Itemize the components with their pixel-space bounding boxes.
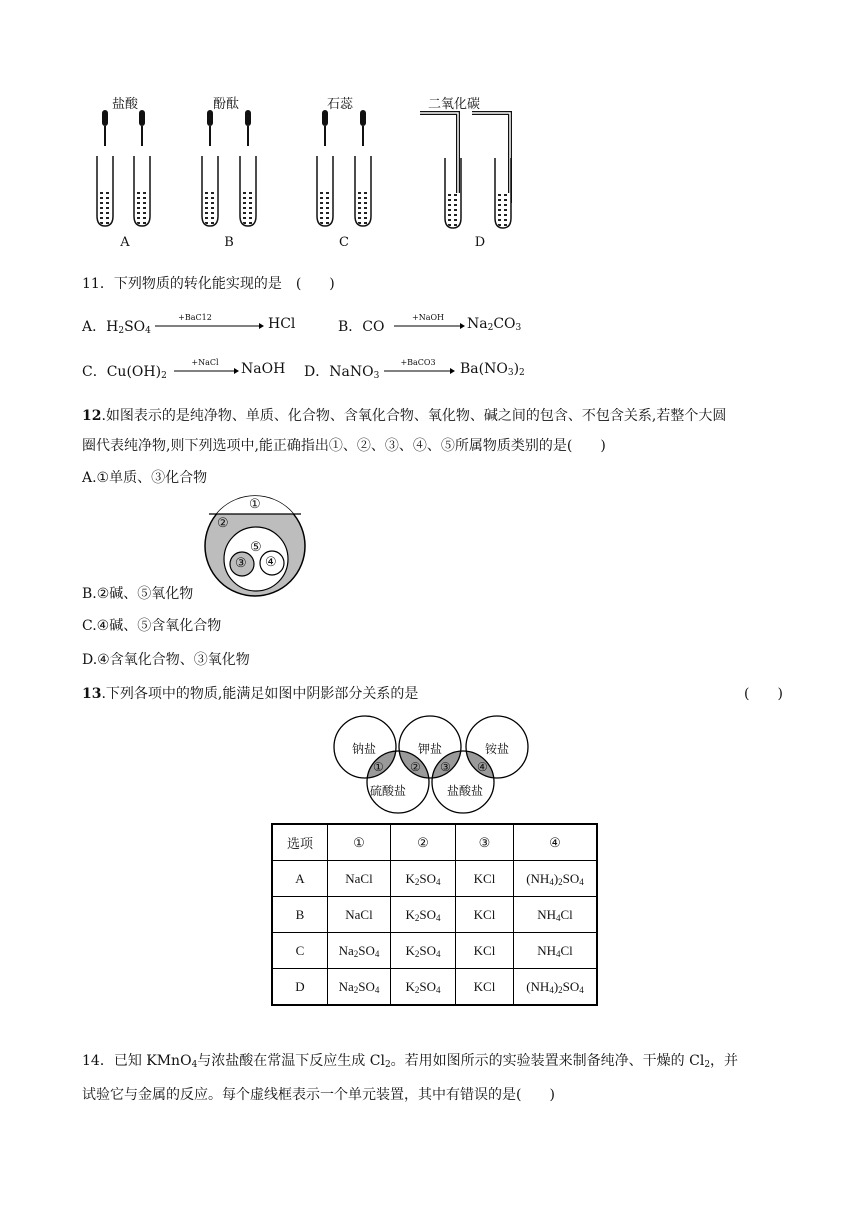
q11-a-reagent: +BaC12	[178, 313, 212, 322]
reagent-label-d: 二氧化碳	[428, 97, 481, 112]
reagent-label-b: 酚酞	[212, 97, 239, 112]
table-cell: $Na_2SO_4$	[328, 969, 391, 1006]
q11-stem: 11．下列物质的转化能实现的是 ( )	[82, 276, 335, 292]
tube-label-c: C	[339, 235, 349, 250]
q12-option-b: B.②碱、⑤氧化物	[82, 586, 194, 602]
q13-options-table	[271, 823, 598, 1006]
q11-d-product: $Ba(NO_3)_2$	[460, 361, 525, 378]
venn-region-1: ①	[373, 760, 384, 774]
venn-region-2: ②	[410, 760, 421, 774]
q11-b-reagent: +NaOH	[411, 313, 444, 322]
table-cell: $K_2SO_4$	[391, 861, 456, 897]
q11-c-prefix: C．Cu(OH)	[82, 364, 162, 380]
tube-label-b: B	[224, 235, 234, 250]
tube-label-d: D	[474, 235, 486, 250]
venn-sulfate: 硫酸盐	[370, 784, 407, 798]
q11-b-product: $Na_2CO_3$	[467, 316, 522, 333]
q11-c-arrow	[174, 367, 240, 375]
venn-chloride: 盐酸盐	[447, 784, 484, 798]
test-tubes-drawing	[80, 108, 540, 253]
q11-d-reagent: +BaCO3	[400, 358, 436, 367]
table-header-cell: ④	[514, 824, 598, 861]
table-cell: $NH_4Cl$	[514, 897, 598, 933]
table-header-cell: 选项	[272, 824, 328, 861]
table-cell: KCl	[456, 861, 514, 897]
reagent-label-c: 石蕊	[326, 97, 353, 112]
q14-stem-line2: 试验它与金属的反应。每个虚线框表示一个单元装置，其中有错误的是( )	[82, 1087, 555, 1103]
q11-b-prefix: B．CO	[338, 319, 385, 335]
q12-option-a: A.①单质、③化合物	[82, 470, 208, 486]
table-row	[272, 897, 597, 933]
table-cell: $(NH_4)_2SO_4$	[514, 861, 598, 897]
table-header-cell: ①	[328, 824, 391, 861]
table-cell: $(NH_4)_2SO_4$	[514, 969, 598, 1006]
q12-region-3: ③	[235, 556, 247, 571]
table-header-row	[272, 824, 597, 861]
q13-answer-paren: ( )	[744, 686, 783, 702]
q12-region-1: ①	[249, 497, 261, 512]
q11-a-arrow	[155, 322, 265, 330]
q11-a-product: HCl	[268, 316, 296, 332]
q12-region-4: ④	[265, 555, 277, 570]
table-cell: B	[272, 897, 328, 933]
table-header-cell: ③	[456, 824, 514, 861]
q11-c-reagent: +NaCl	[191, 358, 219, 367]
venn-potassium-salt: 钾盐	[418, 742, 443, 756]
table-row	[272, 933, 597, 969]
table-cell: $K_2SO_4$	[391, 969, 456, 1006]
table-cell: C	[272, 933, 328, 969]
venn-sodium-salt: 钠盐	[352, 742, 377, 756]
table-cell: NaCl	[328, 897, 391, 933]
q12-option-d: D.④含氧化合物、③氧化物	[82, 652, 250, 668]
q11-d-arrow	[384, 367, 456, 375]
table-row	[272, 861, 597, 897]
q12-region-5: ⑤	[250, 540, 262, 555]
table-cell: $Na_2SO_4$	[328, 933, 391, 969]
q14-stem-line1: 14．已知 KMnO$_4$与浓盐酸在常温下反应生成 $Cl_2$。若用如图所示的实验装置来制备纯净、干燥的 $Cl_2$，并	[82, 1053, 739, 1070]
q12-stem-line1: 12.如图表示的是纯净物、单质、化合物、含氧化合物、氧化物、碱之间的包含、不包含关系,若整个大圆	[82, 408, 727, 424]
venn-region-4: ④	[477, 760, 488, 774]
table-cell: NaCl	[328, 861, 391, 897]
venn-ammonium-salt: 铵盐	[485, 742, 510, 756]
q12-option-c: C.④碱、⑤含氧化合物	[82, 618, 222, 634]
q11-c-product: NaOH	[241, 361, 286, 377]
table-cell: KCl	[456, 933, 514, 969]
tube-label-a: A	[120, 235, 130, 250]
q13-stem: 13.下列各项中的物质,能满足如图中阴影部分关系的是	[82, 686, 419, 702]
q13-venn-diagram	[330, 714, 535, 814]
table-row	[272, 969, 597, 1006]
venn-region-3: ③	[440, 760, 451, 774]
table-cell: D	[272, 969, 328, 1006]
table-header-cell: ②	[391, 824, 456, 861]
table-cell: $K_2SO_4$	[391, 933, 456, 969]
q12-region-2: ②	[217, 516, 229, 531]
q11-b-arrow	[394, 322, 466, 330]
table-cell: KCl	[456, 969, 514, 1006]
q12-stem-line2: 圈代表纯净物,则下列选项中,能正确指出①、②、③、④、⑤所属物质类别的是( )	[82, 438, 606, 454]
table-cell: $NH_4Cl$	[514, 933, 598, 969]
reagent-label-a: 盐酸	[111, 97, 138, 112]
q11-option-a: A．$H_2SO_4$	[82, 319, 151, 336]
q11-a-prefix: A．H	[82, 319, 119, 335]
table-cell: $K_2SO_4$	[391, 897, 456, 933]
table-cell: KCl	[456, 897, 514, 933]
q11-option-c: C．$Cu(OH)_2$	[82, 364, 167, 381]
q11-d-prefix: D．NaNO$_3$	[304, 364, 380, 381]
table-cell: A	[272, 861, 328, 897]
